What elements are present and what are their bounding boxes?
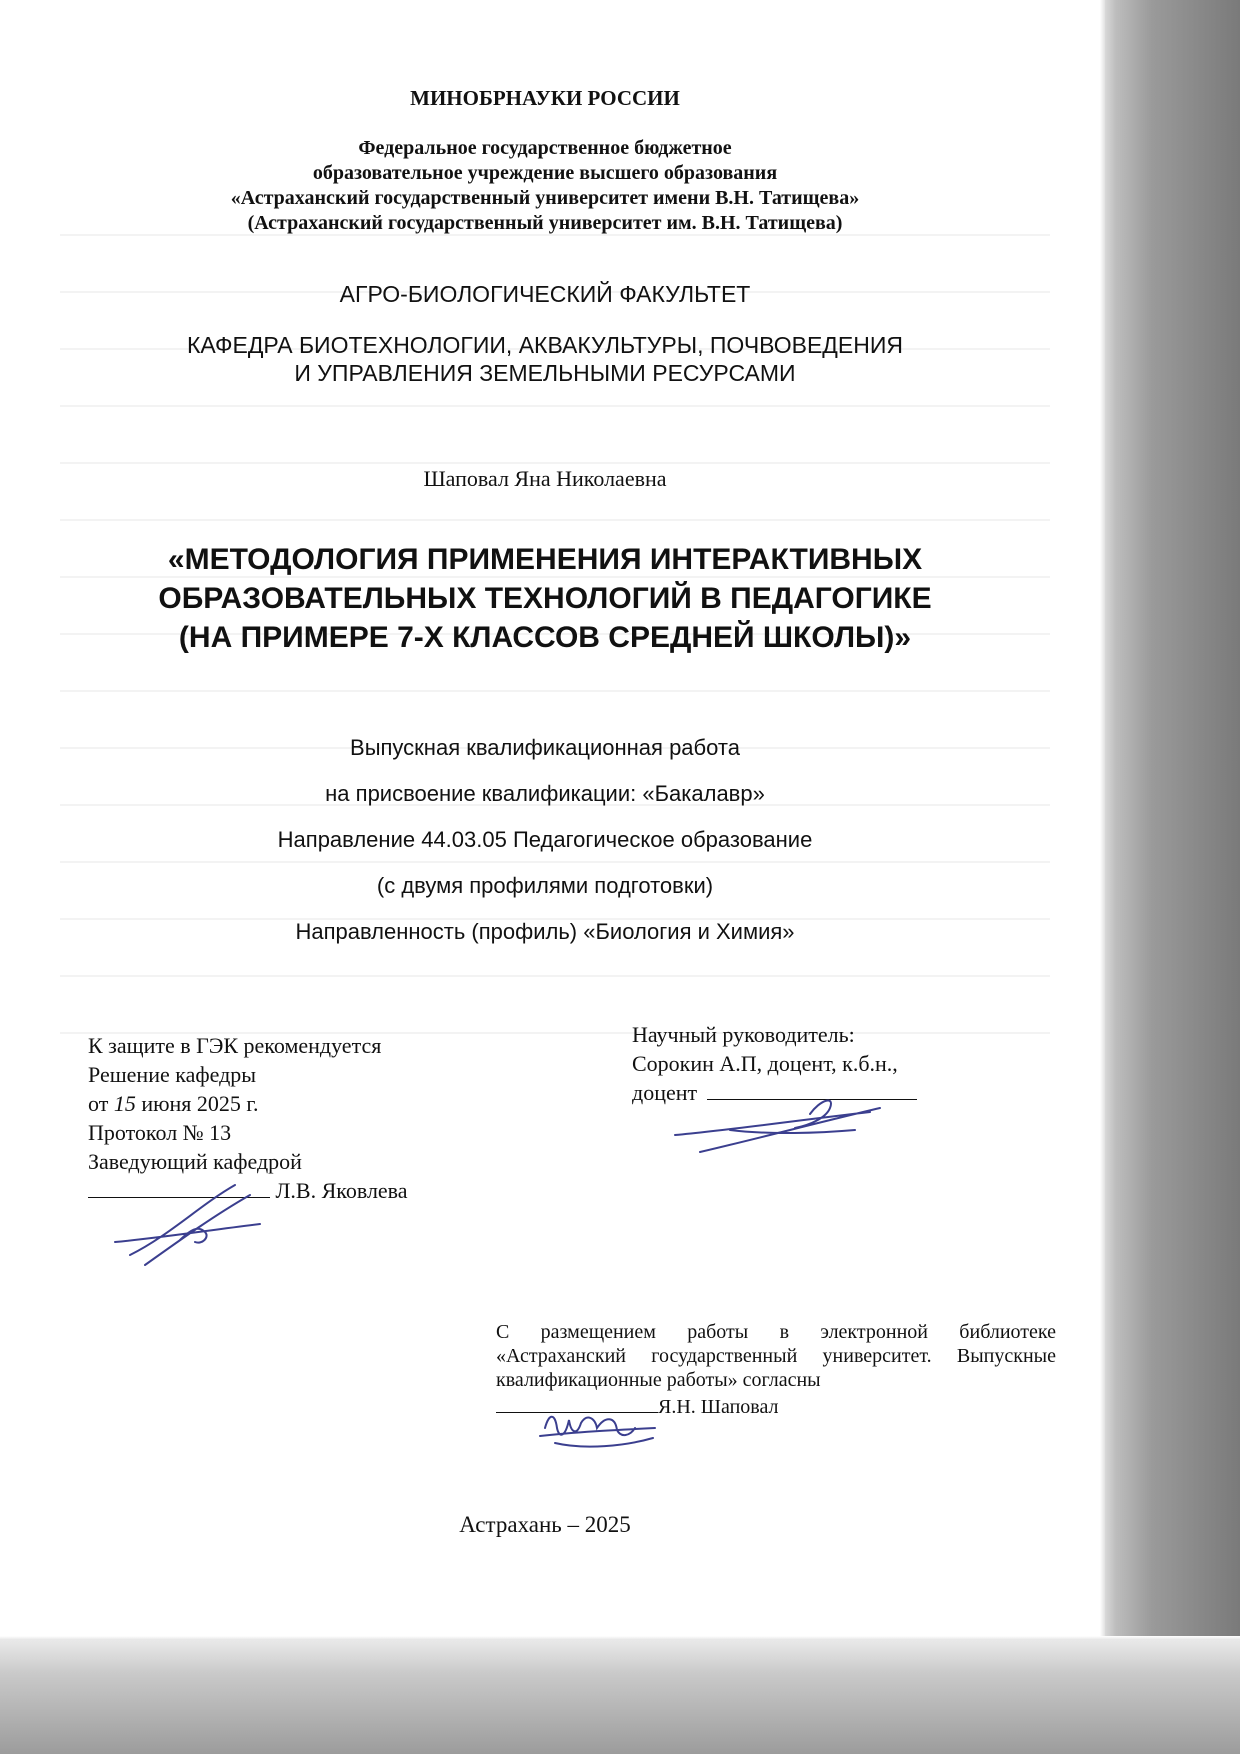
protocol-number: Протокол № 13 (88, 1120, 232, 1145)
date-prefix: от (88, 1091, 109, 1116)
institution-line: образовательное учреждение высшего образования (312, 162, 778, 184)
title-line: (НА ПРИМЕРЕ 7-Х КЛАССОВ СРЕДНЕЙ ШКОЛЫ)» (178, 621, 912, 654)
approval-date (88, 1089, 508, 1118)
consent-signature-row (496, 1394, 1056, 1419)
date-day: 15 (113, 1091, 136, 1116)
thesis-title (0, 540, 1090, 657)
signature-line (88, 1179, 270, 1198)
approval-block (88, 1031, 508, 1205)
work-info (0, 725, 1090, 955)
ministry-heading: МИНОБРНАУКИ РОССИИ (410, 86, 680, 110)
work-type: Выпускная квалификационная работа (350, 735, 740, 760)
approval-recommendation: К защите в ГЭК рекомендуется (88, 1033, 382, 1058)
library-consent (496, 1320, 1056, 1419)
profile: Направленность (профиль) «Биология и Химия» (295, 919, 795, 944)
approval-decision: Решение кафедры (88, 1062, 257, 1087)
faculty-name: АГРО-БИОЛОГИЧЕСКИЙ ФАКУЛЬТЕТ (339, 281, 751, 307)
consent-name: Я.Н. Шаповал (658, 1396, 779, 1418)
scan-shadow-bottom (0, 1640, 1240, 1754)
direction: Направление 44.03.05 Педагогическое образование (277, 827, 813, 852)
author-name: Шаповал Яна Николаевна (423, 466, 667, 491)
institution-line: (Астраханский государственный университет им. В.Н. Татищева) (247, 212, 843, 234)
signature-line (707, 1081, 917, 1100)
city-year: Астрахань – 2025 (459, 1512, 631, 1537)
title-line: «МЕТОДОЛОГИЯ ПРИМЕНЕНИЯ ИНТЕРАКТИВНЫХ (167, 543, 923, 576)
head-label: Заведующий кафедрой (88, 1149, 302, 1174)
institution-line: Федеральное государственное бюджетное (358, 137, 732, 159)
supervisor-title: доцент (632, 1080, 698, 1105)
head-signature-row (88, 1176, 508, 1205)
supervisor-block (632, 1020, 972, 1107)
qualification: на присвоение квалификации: «Бакалавр» (325, 781, 765, 806)
institution-name (0, 136, 1090, 236)
department-name (0, 331, 1090, 387)
department-line: И УПРАВЛЕНИЯ ЗЕМЕЛЬНЫМИ РЕСУРСАМИ (294, 360, 796, 386)
consent-text: С размещением работы в электронной библиотеке «Астраханский государственный университет. Выпускные квалификационные работы» согласны (496, 1321, 1056, 1391)
profiles-note: (с двумя профилями подготовки) (376, 873, 714, 898)
head-name: Л.В. Яковлева (275, 1178, 408, 1203)
supervisor-title-row (632, 1078, 972, 1107)
date-rest: июня 2025 г. (141, 1091, 259, 1116)
signature-line (496, 1394, 658, 1413)
institution-line: «Астраханский государственный университет имени В.Н. Татищева» (230, 187, 860, 209)
supervisor-label: Научный руководитель: (632, 1022, 855, 1047)
supervisor-name: Сорокин А.П, доцент, к.б.н., (632, 1051, 898, 1076)
title-line: ОБРАЗОВАТЕЛЬНЫХ ТЕХНОЛОГИЙ В ПЕДАГОГИКЕ (158, 582, 932, 615)
department-line: КАФЕДРА БИОТЕХНОЛОГИИ, АКВАКУЛЬТУРЫ, ПОЧВОВЕДЕНИЯ (187, 332, 903, 358)
scan-shadow-right (1105, 0, 1240, 1754)
